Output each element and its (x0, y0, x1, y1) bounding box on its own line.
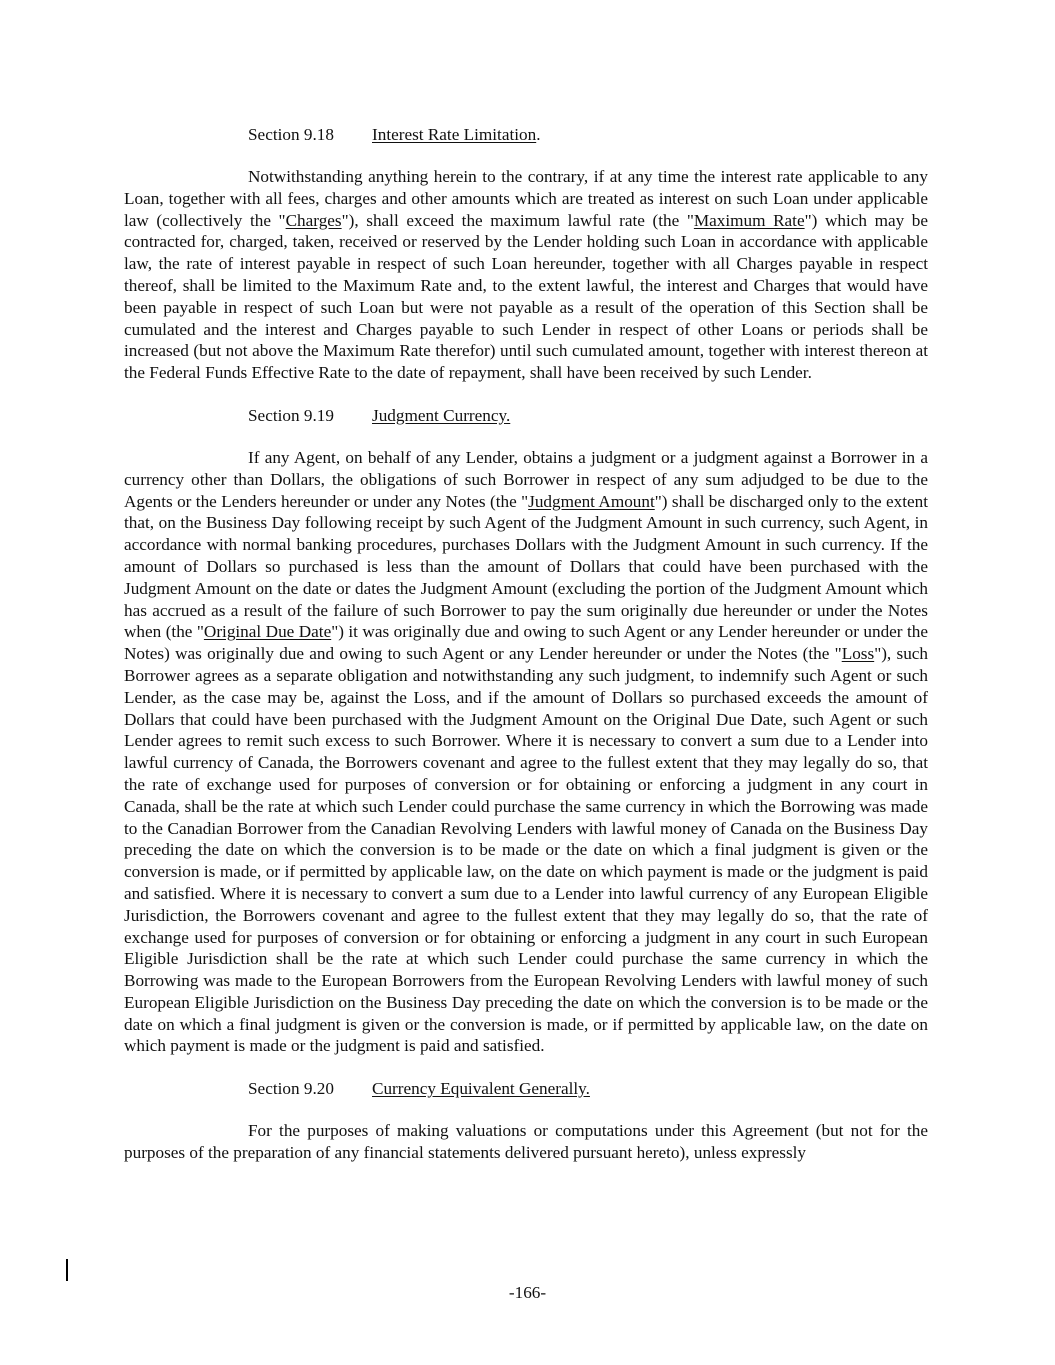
revision-change-bar (66, 1259, 68, 1281)
section-number: Section 9.18 (248, 125, 334, 144)
section-heading-9-19 (124, 405, 928, 427)
section-title: Interest Rate Limitation (372, 125, 537, 144)
section-title: Currency Equivalent Generally. (372, 1079, 590, 1099)
document-page (124, 124, 928, 1164)
paragraph-text: ") it was originally due and owing to such Agent or any Lender hereunder or under the Notes) was originally due and owing to such Agent or any Lender hereunder or under the Notes (the " (124, 622, 928, 664)
paragraph-currency-equivalent (124, 1120, 928, 1164)
defined-term-judgment-amount: Judgment Amount (528, 491, 655, 511)
section-number: Section 9.20 (248, 1079, 334, 1099)
paragraph-text: If any Agent, on behalf of any Lender, obtains a judgment or a judgment against a Borrower in a currency other than Dollars, the obligations of such Borrower in respect of any sum adjudged to be due to the Agents or the Lenders hereunder or under any Notes (the " (124, 447, 928, 511)
paragraph-interest-rate-limitation (124, 166, 928, 384)
paragraph-text: ") which may be contracted for, charged, taken, received or reserved by the Lender holding such Loan in accordance with applicable law, the rate of interest payable in respect of such Loan hereunder, together with all Charges payable in respect thereof, shall be limited to the Maximum Rate and, to the extent lawful, the interest and Charges that would have been payable in respect of such Loan but were not payable as a result of the operation of this Section shall be cumulated and the interest and Charges payable to such Lender in respect of other Loans or periods shall be increased (but not above the Maximum Rate therefor) until such cumulated amount, together with interest thereon at the Federal Funds Effective Rate to the date of repayment, shall have been received by such Lender. (124, 210, 929, 383)
section-heading-9-20 (124, 1078, 928, 1100)
paragraph-text: For the purposes of making valuations or computations under this Agreement (but not for the purposes of the preparation of any financial statements delivered pursuant hereto), unless expressly (124, 1121, 928, 1163)
paragraph-text: "), such Borrower agrees as a separate obligation and notwithstanding any such judgment, to indemnify such Agent or such Lender, as the case may be, against the Loss, and if the amount of Dollars so purchased exceeds the amount of Dollars that could have been purchased with the Judgment Amount on the Original Due Date, such Agent or such Lender agrees to remit such excess to such Borrower. Where it is necessary to convert a sum due to a Lender into lawful currency of Canada, the Borrowers covenant and agree to the fullest extent that they may legally do so, that the rate of exchange used for purposes of conversion or for obtaining or enforcing a judgment in any court in Canada, shall be the rate at which such Lender could purchase the same currency in which the Borrowing was made to the Canadian Borrower from the Canadian Revolving Lenders with lawful money of Canada on the Business Day preceding the date on which the conversion is to be made or the date on which a final judgment is given or the conversion is made, or if permitted by applicable law, on the date on which payment is made or the judgment is paid and satisfied. Where it is necessary to convert a sum due to a Lender into lawful currency of any European Eligible Jurisdiction, the Borrowers covenant and agree to the fullest extent that they may legally do so, that the rate of exchange used for purposes of conversion or for obtaining or enforcing a judgment in any court in such European Eligible Jurisdiction shall be the rate at which such Lender could purchase the same currency in which the Borrowing was made to the European Borrowers from the European Revolving Lenders with lawful money of such European Eligible Jurisdiction on the Business Day preceding the date on which the conversion is to be made or the date on which a final judgment is given or the conversion is made, or if permitted by applicable law, on the date on which payment is made or the judgment is paid and satisfied. (124, 644, 929, 1056)
defined-term-original-due-date: Original Due Date (203, 622, 332, 642)
section-number: Section 9.19 (248, 405, 334, 425)
defined-term-charges: Charges (285, 210, 342, 230)
section-title: Judgment Currency. (372, 405, 511, 425)
defined-term-loss: Loss (841, 644, 875, 664)
section-heading-9-18 (124, 124, 928, 146)
paragraph-text: "), shall exceed the maximum lawful rate (the " (341, 210, 694, 230)
section-title-period: . (536, 125, 541, 144)
paragraph-judgment-currency (124, 447, 928, 1057)
paragraph-text: ") shall be discharged only to the extent that, on the Business Day following receipt by such Agent of the Judgment Amount in such currency, such Agent, in accordance with normal banking procedures, purchases Dollars with the Judgment Amount in such currency. If the amount of Dollars so purchased is less than the amount of Dollars that could have been purchased with the Judgment Amount on the date or dates the Judgment Amount (excluding the portion of the Judgment Amount which has accrued as a result of the failure of such Borrower to pay the sum originally due hereunder or under the Notes when (the " (124, 491, 928, 642)
defined-term-maximum-rate: Maximum Rate (693, 210, 805, 230)
paragraph-text: Notwithstanding anything herein to the contrary, if at any time the interest rate applicable to any Loan, together with all fees, charges and other amounts which are treated as interest on such Loan under applicable law (collectively the " (124, 167, 928, 230)
page-number: -166- (508, 1283, 547, 1302)
